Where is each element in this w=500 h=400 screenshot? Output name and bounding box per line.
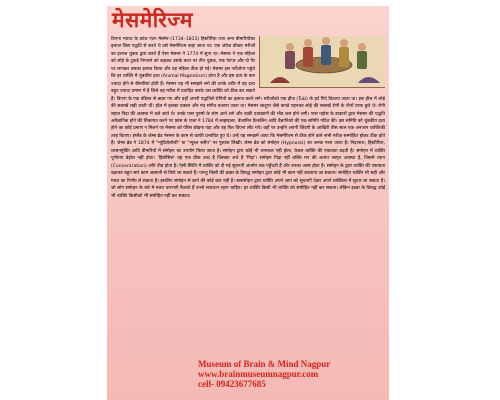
mesmer-treatment-illustration xyxy=(259,36,385,88)
museum-website: www.brainmuseumnagpur.com xyxy=(198,369,319,379)
museum-phone: cell- 09423677685 xyxy=(198,379,266,389)
museum-name: Museum of Brain & Mind Nagpur xyxy=(198,359,331,369)
poster-board xyxy=(107,6,389,400)
illustration-drawing xyxy=(260,36,385,87)
poster-body-text: विएना भ्यादर के फ्रांज एंटन मेसमेर (1734–1815) हिस्टीरिया तथा अन्य बीमारियोंका इलाज जिस पद्धति से करते थे उसे मेसमेरिज्म कहा जाता था। एक अंग्रेज डॉक्टर मरीजों का इलाज चुंबक द्वारा करते हैं ऐसा मेसमर ने 1774 में सुना था। मेसमर ने एक महिला को लोहे के टुकडे निगलने को कहकर उसके बदन पर तीन चुंबक, एक पेटपर और दो पैर पर लगाकर उसका इलाज किया और वह महिला ठीक हो गई। मेसमर इस नतीजेपर पहुंचे कि हर व्यक्ति में चुंबकीय द्रव्य (Animal Magnetism) होता है और इस द्रव्य के कम ज्यादा होने से बीमारियां होती हैं। मेसमर यह भी समझने लगे की उनके शरीर में यह द्रव्य बहुत ज्यादा प्रमाण में है जिसे वह मरीज में प्रवाहित करके उस व्यक्ति को ठीक कर सकते हैं। विएना के एक बंदिस्त से बाहर गए और वहाँ अपनी पद्धतिसे रोगियों का इलाज करने लगे। मरीजोंको एक हौज (Tub) के इर्द गिर्द बिठाया जाता था। इस हौज में लोहे की सलाखें रखी जाती थीं। हॉल में हलका प्रकाश और मंद संगीत बजाया जाता था। मेसमर जादूगर जैसे कपडे पहनकर लोहे की सलाखें रोगी के तीनों तरफ छुते थे। रोगी सहज निद्रा की अवस्था में चले जाते थे। उनके पास पुरुषों के लोग आने लगे और बाकी दवाखानों की भीड कम होने लगी। पास पड़ोस के डाक्टरों द्वारा मेसमर की पद्धति अवैज्ञानिक होने की शिकायत करने पर फ्रांस के राजा ने 1784 में लव्हाइजर, बेंजामिन फ्रैंकलिन आदि वैज्ञानिकों की एक समिति गठित की। इस समिति को चुंबकीय द्रव्य होने का कोई प्रमाण न मिलने पर मेसमर को पेरिस छोड़ना पड़ा और वह फिर विएना लौट गये। वहाँ पर उन्होंने अपनी जिंदगी के आखिरी तीस साल एक अनजान व्यक्तिकी तरह बिताए। इंग्लैंड के जेम्स ब्रेड मेसमर के काम से काफी प्रभावित हुए थे। उन्हें यह समझमें आया कि मेसमेरिज्म से ठीक होने वाले सभी मरीज सम्मोहित होकर ठीक होते हैं। जेम्स ब्रेड ने 1874 में "न्यूरिप्नोलॉजी" या "न्यूरल स्लीप" पर पुस्तक लिखी। जेम्स ब्रेड को संमोहन (Hypnosis) का जनक माना जाता है। निद्रानाश, हिस्टीरिया, व्यसनमुक्ति आदि बीमारियों में संमोहन का उपयोग किया जाता है। संमोहन द्वारा कोई भी चमत्कार नहीं होता, केवल व्यक्ति की एकाग्रता बढ़ती है। संमोहन में व्यक्ति पूर्णतया बेहोश नहीं होता। 'हिप्नोसिस' यह एक ग्रीक शब्द है जिसका अर्थ है 'निद्रा'। संमोहन निद्रा नहीं बल्कि मन की अत्यंत जागृत अवस्था है, जिसमें ध्यान (Concentration) अति तीव्र होता है। ऐसी स्थिति में व्यक्ति को दी गई सूचनाएँ अंतर्मन तक पहुँचती हैं और उनका असर होता है। संमोहन के द्वारा व्यक्ति की एकाग्रता बढ़ाकर बहुत सारे काम आसानी से किये जा सकते हैं। परन्तु किसी की इच्छा के विरुद्ध संमोहन द्वारा कोई भी काम नहीं करवाया जा सकता। संमोहित व्यक्ति भी सही और गलत का निर्णय ले सकता है। इसलिए संमोहन से डरने की कोई बात नहीं है। स्वसंमोहन द्वारा व्यक्ति अपने आप को सूचनाएँ देकर अपने व्यक्तित्व में सुधार ला सकता है। जो लोग संमोहन के बारे में गलत धारणाएँ फैलाते हैं उनसे सावधान रहना चाहिए। हर व्यक्ति किसी भी व्यक्ति को संमोहित नहीं कर सकता। लेकिन इच्छा के विरुद्ध कोई भी व्यक्ति किसीको भी संमोहित नहीं कर सकता। xyxy=(111,37,385,199)
poster-body xyxy=(111,36,385,366)
museum-footer xyxy=(198,359,358,399)
poster-title: मेसमेरिज्म xyxy=(112,8,193,32)
